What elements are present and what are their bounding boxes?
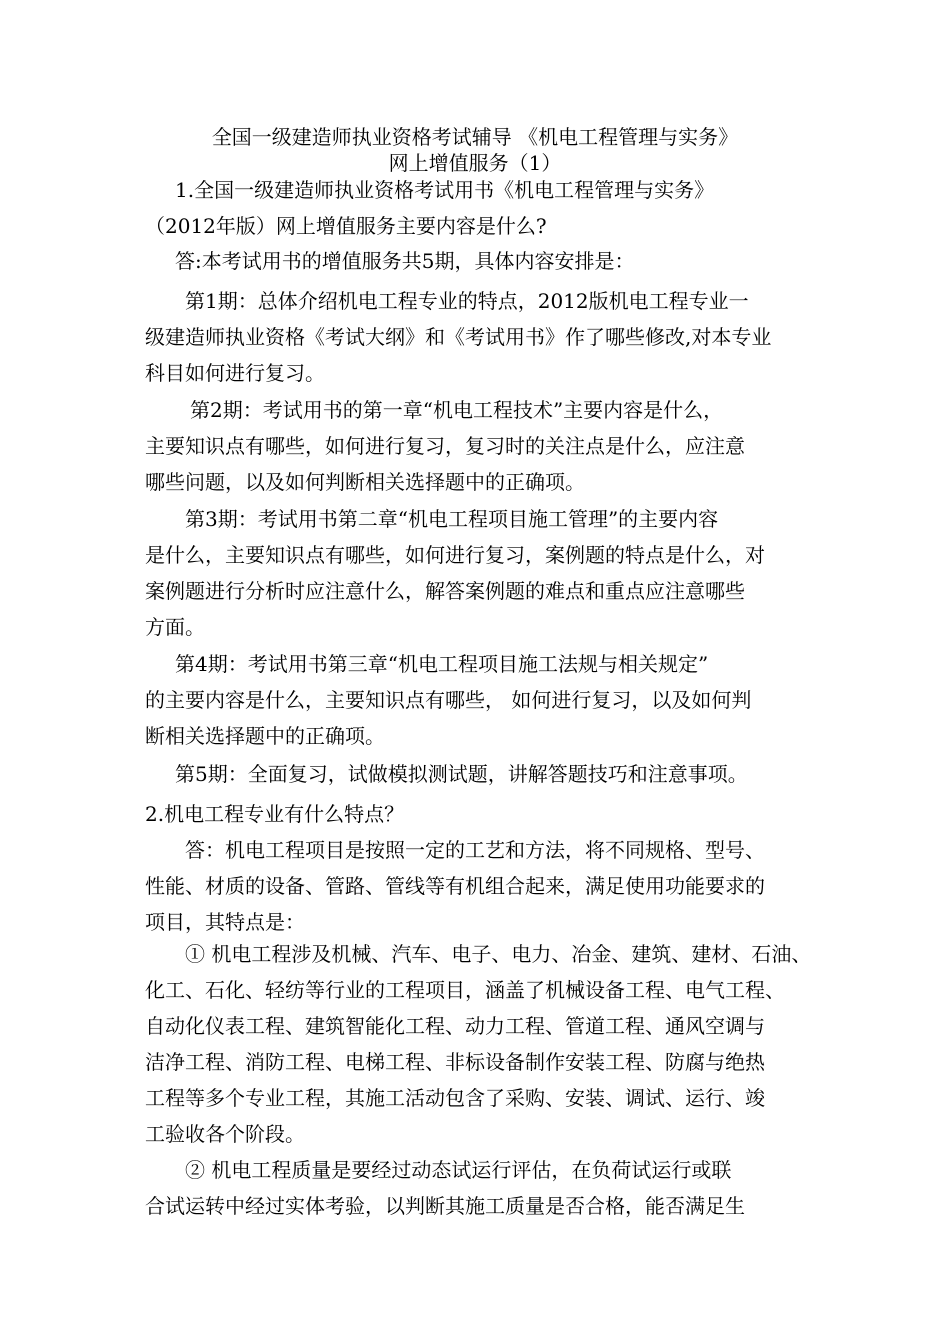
text-line: 是什么，主要知识点有哪些，如何进行复习，案例题的特点是什么，对 <box>145 543 765 567</box>
session-5-text <box>145 756 810 792</box>
text-line: 哪些问题，以及如何判断相关选择题中的正确项。 <box>145 470 585 494</box>
text-line: ① 机电工程涉及机械、汽车、电子、电力、冶金、建筑、建材、石油、 <box>185 942 812 966</box>
feature-1-text <box>145 936 810 1152</box>
text-line: ② 机电工程质量是要经过动态试运行评估，在负荷试运行或联 <box>185 1158 732 1182</box>
question-1 <box>145 172 810 244</box>
text-line: 化工、石化、轻纺等行业的工程项目，涵盖了机械设备工程、电气工程、 <box>145 978 785 1002</box>
text-line: 合试运转中经过实体考验，以判断其施工质量是否合格，能否满足生 <box>145 1194 745 1218</box>
text-line: 第5期：全面复习，试做模拟测试题，讲解答题技巧和注意事项。 <box>175 762 748 786</box>
text-line: 断相关选择题中的正确项。 <box>145 724 385 748</box>
text-line: 方面。 <box>145 615 205 639</box>
answer-1-intro <box>145 243 810 279</box>
text-line: 1.全国一级建造师执业资格考试用书《机电工程管理与实务》 <box>175 178 715 202</box>
text-line: 答：机电工程项目是按照一定的工艺和方法，将不同规格、型号、 <box>185 838 765 862</box>
text-line: 科目如何进行复习。 <box>145 361 325 385</box>
text-line: 工验收各个阶段。 <box>145 1122 305 1146</box>
document-title-line2: 网上增值服务（1） <box>388 151 562 175</box>
document-title-line1: 全国一级建造师执业资格考试辅导 《机电工程管理与实务》 <box>211 125 739 149</box>
text-line: （2012年版）网上增值服务主要内容是什么? <box>145 214 547 238</box>
text-line: 级建造师执业资格《考试大纲》和《考试用书》作了哪些修改,对本专业 <box>145 325 772 349</box>
text-line: 2.机电工程专业有什么特点？ <box>145 802 405 826</box>
session-4-text <box>145 646 810 754</box>
session-2-text <box>145 392 810 500</box>
text-line: 第4期：考试用书第三章“机电工程项目施工法规与相关规定” <box>175 652 709 676</box>
text-line: 性能、材质的设备、管路、管线等有机组合起来，满足使用功能要求的 <box>145 874 765 898</box>
text-line: 工程等多个专业工程，其施工活动包含了采购、安装、调试、运行、竣 <box>145 1086 765 1110</box>
text-line: 第2期：考试用书的第一章“机电工程技术”主要内容是什么， <box>190 398 724 422</box>
text-line: 洁净工程、消防工程、电梯工程、非标设备制作安装工程、防腐与绝热 <box>145 1050 765 1074</box>
text-line: 案例题进行分析时应注意什么，解答案例题的难点和重点应注意哪些 <box>145 579 745 603</box>
text-line: 项目，其特点是： <box>145 910 305 934</box>
text-line: 的主要内容是什么，主要知识点有哪些， 如何进行复习，以及如何判 <box>145 688 752 712</box>
text-line: 答:本考试用书的增值服务共5期，具体内容安排是： <box>175 249 635 273</box>
text-line: 自动化仪表工程、建筑智能化工程、动力工程、管道工程、通风空调与 <box>145 1014 765 1038</box>
text-line: 主要知识点有哪些，如何进行复习，复习时的关注点是什么，应注意 <box>145 434 745 458</box>
answer-2-intro <box>145 832 810 940</box>
session-3-text <box>145 501 810 645</box>
text-line: 第1期：总体介绍机电工程专业的特点，2012版机电工程专业一 <box>185 289 749 313</box>
text-line: 第3期：考试用书第二章“机电工程项目施工管理”的主要内容 <box>185 507 719 531</box>
feature-2-text <box>145 1152 810 1224</box>
question-2 <box>145 796 810 832</box>
session-1-text <box>145 283 810 391</box>
